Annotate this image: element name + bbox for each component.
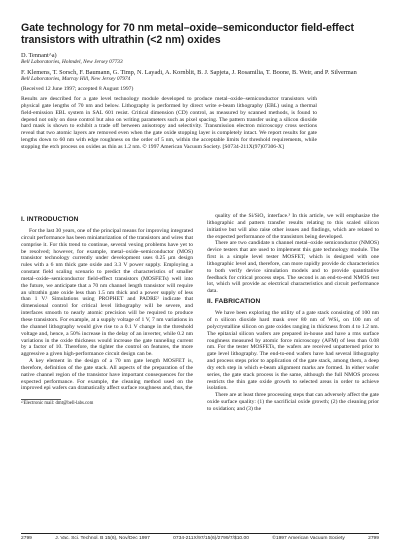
section-heading-introduction: I. INTRODUCTION [21,216,79,223]
intro-paragraph-1: For the last 30 years, one of the principal means for improving integrated circuit performance has been miniaturization of the transistors and wires that comprise it. For this trend to continue, several vexing problems have yet to be resolved; however, for example, metal–oxide–semiconductor (MOS) transistor technology currently under development uses 0.25 μm design rules with a 6 nm thick gate oxide and 3.3 V power supply. Employing a constant field scaling scenario to predict the characteristics of smaller metal–oxide–semiconductor field-effect transistors (MOSFETs) well into the future, we anticipate that a 70 nm channel length transistor will require an ultrathin gate oxide less than 1.5 nm thick and a power supply of less than 1 V.¹ Simulations using PROPHET and PADRE² indicate that dimensional control for critical level lithography will be severe, and interfaces smooth to nearly atomic precision will be required to produce these transistors. For example, at a supply voltage of 1 V, 7 nm variations in the channel lithography would give rise to a 0.1 V change in the threshold voltage and, hence, a 50% increase in the delay of an inverter, while 0.2 nm variations in the oxide thickness would increase the gate tunneling current by a factor of 10. Therefore, the tighter the control on features, the more aggressive a given high-performance circuit design can be. [21,228,193,358]
footer-page-number-left: 2799 [21,536,32,541]
fabrication-paragraph-2: There are at least three processing steps that can adversely affect the gate oxide surface quality: (1) the sacrificial oxide growth; (2) the cleaning prior to oxidation; and (3) the [207,392,379,412]
page-footer [21,533,379,542]
right-paragraph-2: There are two candidate n channel metal–oxide semiconductor (NMOS) device testers that are used to implement this gate technology module. The first is a simple level tester MOSFET, which is designed with one lithographic level and, therefore, can more rapidly provide dc characteristics to both verify device simulation models and to provide quantitative feedback for critical process steps. The second is an end-to-end NMOS test lot, which will provide ac electrical characteristics and circuit performance data. [207,240,379,295]
right-paragraph-1: quality of the Si/SiO₂ interface.³ In this article, we will emphasize the lithographic and pattern transfer results relating to this scaled silicon initiative but will also raise other issues and findings, which are related to the expected performance of the transistors being developed. [207,213,379,240]
footnote-email: ᵃ⁾Electronic mail: dmt@bell-labs.com [21,401,94,407]
author-group-1: D. Tennant^a) [21,52,57,59]
section-heading-fabrication: II. FABRICATION [207,298,261,306]
affiliation-2: Bell Laboratories, Murray Hill, New Jersey 07974 [21,76,131,83]
footer-journal: J. Vac. Sci. Technol. B 15(6), Nov/Dec 1997 [55,536,150,541]
fabrication-paragraph-1: We have been exploring the utility of a gate stack consisting of 100 nm of n silicon dioxide hard mask over 80 nm of WSi₂ on 100 nm of polycrystalline silicon on gate oxides ranging in thickness from 4 to 1.2 nm. The epitaxial silicon wafers are prepared in-house and have a rms surface roughness measured by atomic force microscopy (AFM) of less than 0.08 nm. For the tester MOSFETs, the wafers are received unpatterned prior to gate level lithography. The end-to-end wafers have had several lithography and process steps prior to application of the gate stack, among them, a deep dry etch step in which e-beam alignment marks are formed. In either wafer series, the gate stack process is the same, although the full NMOS process restricts the thin gate oxide growth to selected areas in order to achieve isolation. [207,310,379,392]
footer-page-number-right: 2799 [368,536,379,541]
received-dates: (Received 12 June 1997; accepted 8 August 1997) [21,86,134,92]
intro-paragraph-2: A key element in the design of a 70 nm gate length MOSFET is, therefore, definition of the gate stack. All aspects of the preparation of the native channel region of the transistor have important consequences for the expected performance. For example, the cleaning method used on the improved epi wafers can dramatically affect surface roughness and, thus, the [21,358,193,392]
affiliation-1: Bell Laboratories, Holmdel, New Jersey 07733 [21,59,123,66]
right-column [207,213,379,528]
abstract: Results are described for a gate level technology module developed to produce metal–oxide–semiconductor transistors with physical gate lengths of 70 nm and below. Lithography is performed by direct write e-beam lithography (EBL) using a thermal field-emission EBL system in SAL 601 resist. Critical dimension (CD) control, as measured by scanned methods, is found to depend not only on dose control but also on writing parameters such as pixel spacing. The pattern transfer using a silicon dioxide hard mask is shown to exhibit a trade off between anisotropy and selectivity. Transmission electron microscopy cross sections reveal that two atomic layers are removed even when the gate oxide stopping layer is completely intact. We report results for gate lengths down to 60 nm with edge roughness on the order of 5 nm, within the acceptable limits for threshold requirements, while stopping the etch process on oxides as thin as 1.2 nm. © 1997 American Vacuum Society. [S0734-211X(97)07306-X] [21,96,317,150]
author-group-2: F. Klemens, T. Sorsch, F. Baumann, G. Timp, N. Layadi, A. Kornblit, B. J. Sapjeta, J. Rosamilia, T. Boone, B. Weir, and P. Silverman [21,69,357,76]
article-title: Gate technology for 70 nm metal–oxide–semiconductor field-effect transistors with ultrathin (<2 nm) oxides [21,22,354,46]
left-column [21,213,193,528]
body-columns [21,213,379,528]
footer-copyright: ©1997 American Vacuum Society [272,536,345,541]
footer-issn: 0734-211X/97/15(6)/2799/7/$10.00 [173,536,249,541]
